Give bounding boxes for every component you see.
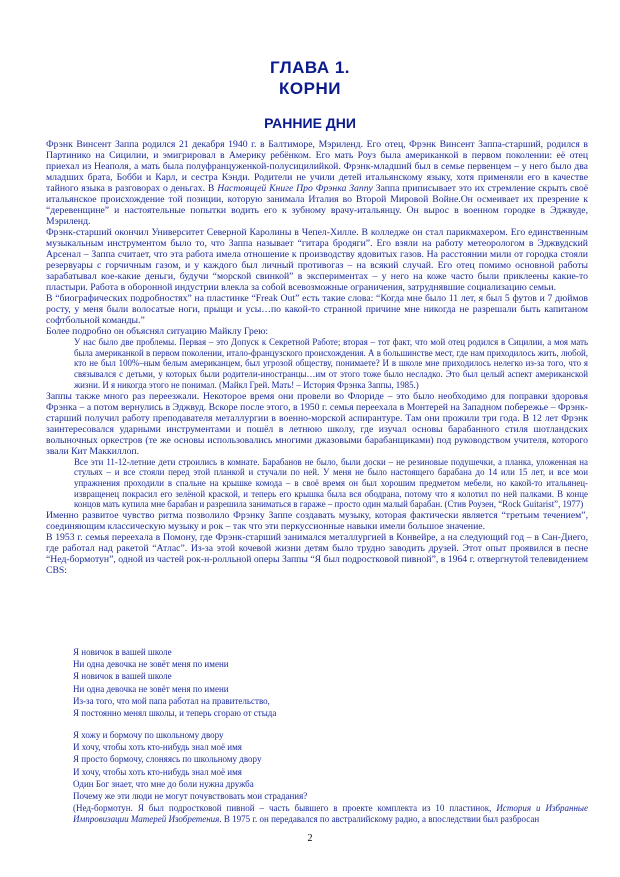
poem-line: Я постоянно менял школы, и теперь сгораю от стыда (73, 708, 277, 719)
section-title: РАННИЕ ДНИ (264, 115, 356, 131)
poem-stanza-1 (73, 646, 276, 719)
paragraph-text: Фрэнк Винсент Заппа родился 21 декабря 1940 г. в Балтиморе, Мэриленд. Его отец, Фрэнк Винсент Заппа-старший, родился в Партинико на Сицилии, и эмигрировал в Америку ребёнком. Его мать Роуз была американкой в первом поколении: её отец приехал из Неаполя, а мать была полуфранцуженкой-полусицилийкой. Фрэнк-младший был в семье первенцем – у него было два младших брата, Бобби и Карл, и сестра Кэнди. Родители не учили детей итальянскому языку, хотя применяли его в качестве тайного языка в разговорах о деньгах. В (46, 139, 588, 194)
paragraph (46, 139, 588, 227)
footnote-text: . В 1975 г. он передавался по австралийскому радио, а впоследствии был разбросан (219, 814, 540, 824)
poem-line: Из-за того, что мой папа работал на правительство, (73, 695, 270, 706)
book-title-italic: Настоящей Книге Про Фрэнка Заппу (217, 183, 373, 194)
footnote-italic: История и Избранные Импровизации Матерей Изобретения (73, 803, 588, 824)
paragraph: Именно развитое чувство ритма позволило Фрэнку Заппе создавать музыку, которая фактически является “третьим течением”, соединяющим классическую музыку и рок – так что эти перкуссионные навыки имели большое значение. (46, 510, 588, 533)
paragraph: В 1953 г. семья переехала в Помону, где Фрэнк-старший занимался металлургией в Конвейре, а на следующий год – в Сан-Диего, где работал над ракетой “Атлас”. Из-за этой кочевой жизни детям было трудно заводить друзей. Этот опыт проявился в песне “Нед-бормотун”, одной из частей рок-н-ролльной оперы Заппы “Я был подростковой пивной”, в 1964 г. отвергнутой телевидением CBS: (46, 532, 588, 577)
paragraph: Заппы также много раз переезжали. Некоторое время они провели во Флориде – это было необходимо для поправки здоровья Фрэнка – а потом вернулись в Эджвуд. Вскоре после этого, в 1950 г. семья переехала в Монтерей на Западном побережье – Фрэнк-старший получил работу преподавателя металлургии в военно-морской аспирантуре. Там они прожили три года. В 12 лет Фрэнк заинтересовался ударными инструментами и пошёл в летнюю школу, где изучал основы барабанного стиля шотландских волыночных оркестров (те же основы использовались многими джазовыми барабанщиками) под руководством учителя, которого звали Кит Маккиллоп. (46, 390, 588, 457)
paragraph: Фрэнк-старший окончил Университет Северной Каролины в Чепел-Хилле. В колледже он стал парикмахером. Его единственным музыкальным инструментом было то, что Заппа называет “гитара бродяги”. Его взяли на работу метеорологом в Эджвудский Арсенал – Заппа считает, что эта работа имела отношение к производству ядовитых газов. На расстоянии мили от городка стояли резервуары с горчичным газом, и у каждого был личный противогаз – на всякий случай. Его отец помимо основной работы зарабатывал кое-какие деньги, будучи “морской свинкой” в экспериментах – у него на коже часто были приклеены какие-то пластыри. Работа в оборонной индустрии влекла за собой всевозможные ограничения, затруднявшие социализацию семьи. (46, 227, 588, 293)
poem-line: Я новичок в вашей школе (73, 671, 172, 682)
body-text-block-1 (46, 139, 588, 576)
paragraph-text: Заппа приписывает это их стремление скрыть своё итальянское происхождение той позиции, которую занимала Италия во Второй Мировой Войне.Он осмеивает их презрение к “деревенщине” и настоятельные попытки водить его к зубному врачу-итальянцу. Он вырос в военном городке в Эджвуде, Мэриленд. (46, 183, 589, 227)
poem-line: Ни одна девочка не зовёт меня по имени (73, 659, 229, 670)
chapter-number: ГЛАВА 1. (269, 58, 351, 77)
poem-line: Я просто бормочу, слоняясь по школьному двору (73, 754, 262, 765)
poem-footnote (73, 803, 588, 825)
block-quote: У нас было две проблемы. Первая – это Допуск к Секретной Работе; вторая – тот факт, что мой отец родился в Сицилии, а моя мать была американкой в первом поколении, итало-французского происхождения. А в большинстве мест, где нам приходилось жить, любой, кто не был 100%–ным белым американцем, был угрозой обществу, понимаете? И в школе мне приходилось нелегко из-за того, что я связывался с детьми, у которых были родители-иностранцы…им от этого тоже было несладко. Это был целый аспект американской жизни. И я никогда этого не понимал. (Майкл Грей. Мать! – История Фрэнка Заппы, 1985.) (74, 337, 588, 390)
page-number: 2 (307, 833, 313, 844)
poem-line: Я новичок в вашей школе (73, 647, 172, 657)
poem-line: Я хожу и бормочу по школьному двору (73, 730, 224, 740)
poem-line: Один Бог знает, что мне до боли нужна дружба (73, 778, 254, 789)
poem-stanza-2 (73, 729, 307, 802)
poem-line: Ни одна девочка не зовёт меня по имени (73, 683, 229, 694)
paragraph: В “биографических подробностях” на пластинке “Freak Out” есть такие слова: “Когда мне было 11 лет, я был 5 футов и 7 дюймов росту, у меня были волосатые ноги, прыщи и усы…по какой-то странной причине мне никогда не разрешали быть капитаном софтбольной команды.” (46, 293, 588, 326)
paragraph: Более подробно он объяснял ситуацию Майклу Грею: (46, 326, 269, 337)
poem-line: Почему же эти люди не могут почувствовать мои страдания? (73, 791, 308, 802)
block-quote: Все эти 11-12-летние дети строились в комнате. Барабанов не было, были доски – не резиновые подушечки, а планка, уложенная на стульях – и все стояли перед этой планкой и стучали по ней. У меня не было настоящего барабана до 14 или 15 лет, и все мои упражнения проходили в спальне на крышке комода – в своё время он был хорошим предметом мебели, но какой-то итальянец-извращенец покрасил его зелёной краской, и теперь его крышка была вся ободрана, потому что я колотил по ней палками. В конце концов мать купила мне барабан и разрешила заниматься в гараже – просто один малый барабан. (Стив Роузен, “Rock Guitarist”, 1977) (74, 456, 588, 510)
poem-line: И хочу, чтобы хоть кто-нибудь знал моё имя (73, 766, 242, 777)
chapter-title: КОРНИ (279, 79, 341, 98)
footnote-text: (Нед-бормотун. Я был подростковой пивной – часть бывшего в проекте комплекта из 10 пластинок, (73, 803, 492, 813)
poem-line: И хочу, чтобы хоть кто-нибудь знал моё имя (73, 742, 242, 753)
